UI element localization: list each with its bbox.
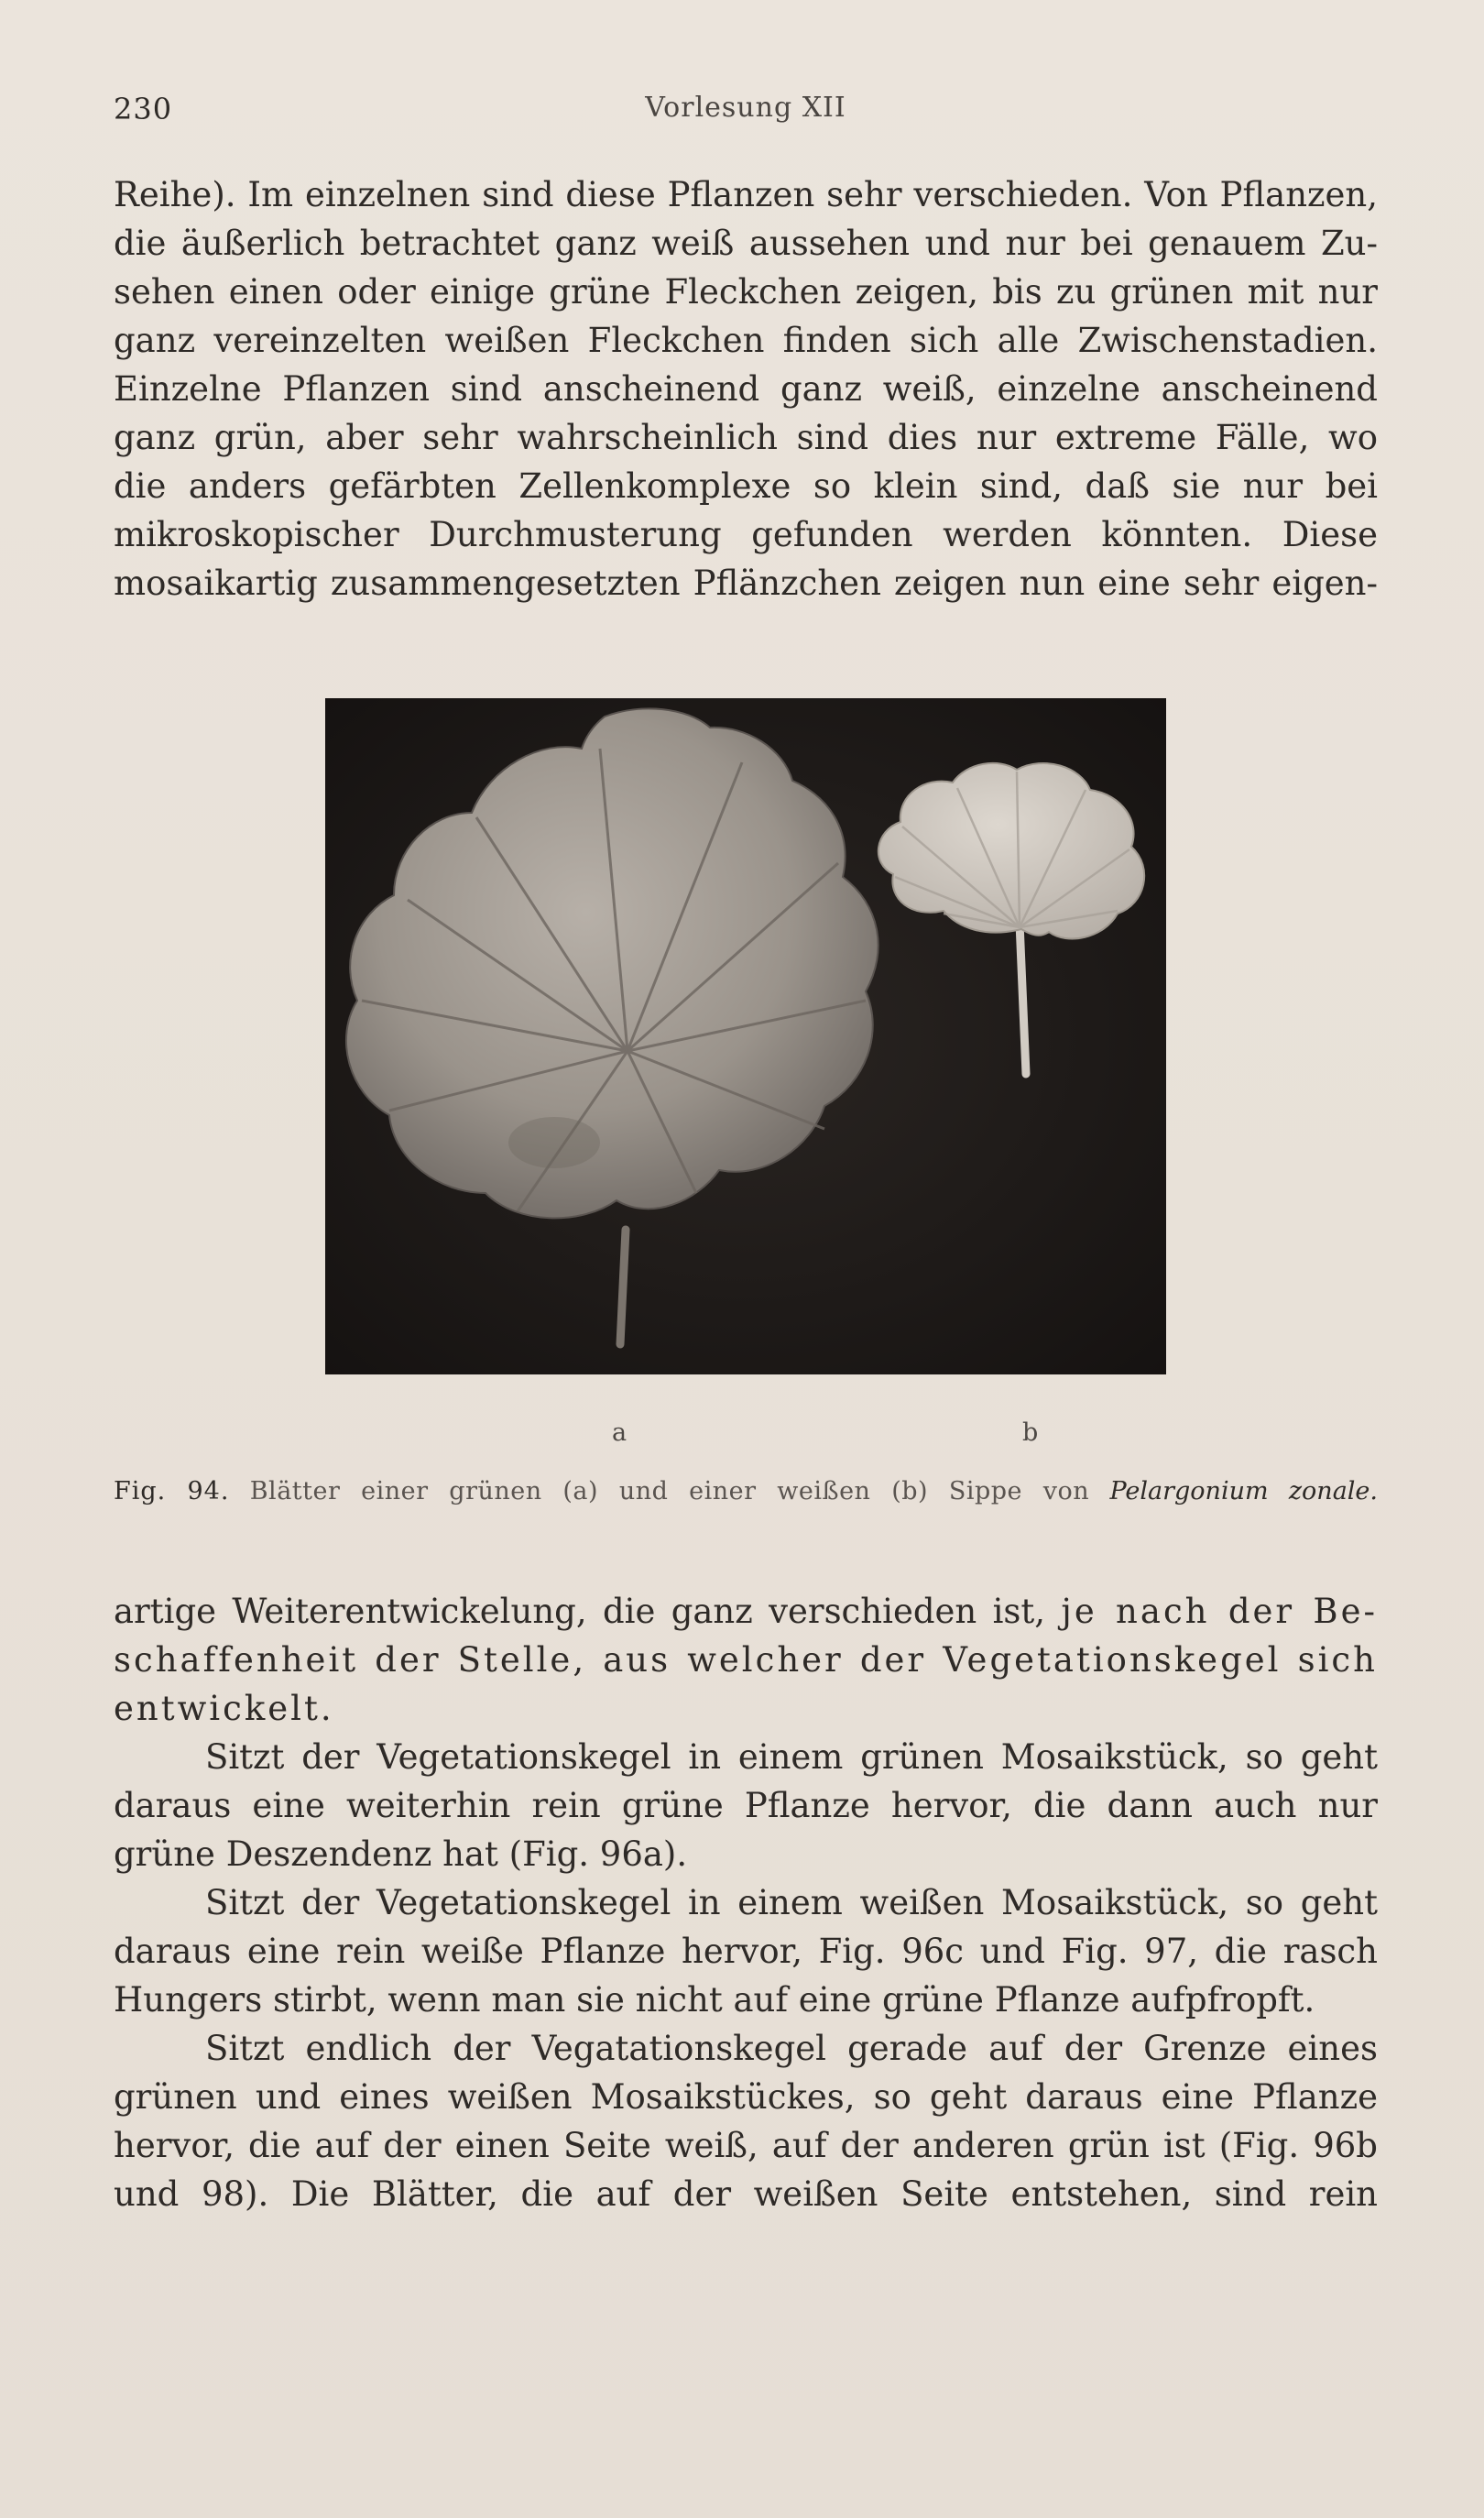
figure-photograph xyxy=(325,698,1166,1374)
page-number: 230 xyxy=(114,92,173,126)
page-header xyxy=(114,92,1378,137)
text-line: mikroskopischer Durchmusterung gefunden werden könnten. Diese xyxy=(114,515,1378,554)
text-line: Reihe). Im einzelnen sind diese Pflanzen sehr verschieden. Von Pflanzen, xyxy=(114,175,1378,214)
text-line: ganz grün, aber sehr wahrscheinlich sind dies nur extreme Fälle, wo xyxy=(114,418,1378,457)
figure-caption xyxy=(114,1477,1378,1505)
paragraph-top xyxy=(114,170,1378,608)
text-line: hervor, die auf der einen Seite weiß, auf der anderen grün ist (Fig. 96b xyxy=(114,2126,1378,2165)
paragraph-bottom xyxy=(114,1587,1378,2218)
text-line xyxy=(114,1587,1378,1636)
text-line: mosaikartig zusammengesetzten Pflänzchen zeigen nun eine sehr eigen- xyxy=(114,564,1378,603)
figure-letter-a: a xyxy=(612,1418,627,1447)
text-line: grüne Deszendenz hat (Fig. 96a). xyxy=(114,1834,688,1874)
text-line: Einzelne Pflanzen sind anscheinend ganz weiß, einzelne anscheinend xyxy=(114,369,1378,409)
emphasis-span: je nach der Be- xyxy=(1061,1592,1378,1631)
text-span: artige Weiterentwickelung, die ganz verschieden ist, xyxy=(114,1592,1046,1631)
text-line: schaffenheit der Stelle, aus welcher der Vegetationskegel sich xyxy=(114,1640,1378,1680)
text-line: die äußerlich betrachtet ganz weiß aussehen und nur bei genauem Zu- xyxy=(114,224,1378,263)
text-line: Sitzt der Vegetationskegel in einem weißen Mosaikstück, so geht xyxy=(205,1883,1378,1922)
text-line: und 98). Die Blätter, die auf der weißen Seite entstehen, sind rein xyxy=(114,2174,1378,2214)
figure-letters xyxy=(0,1418,1484,1455)
text-line: die anders gefärbten Zellenkomplexe so klein sind, daß sie nur bei xyxy=(114,466,1378,506)
text-line: Hungers stirbt, wenn man sie nicht auf eine grüne Pflanze aufpfropft. xyxy=(114,1980,1315,2020)
figure-letter-b: b xyxy=(1022,1418,1039,1447)
text-line: Sitzt der Vegetationskegel in einem grünen Mosaikstück, so geht xyxy=(205,1737,1378,1777)
running-head: Vorlesung XII xyxy=(645,92,846,124)
text-line: grünen und eines weißen Mosaikstückes, so geht daraus eine Pflanze xyxy=(114,2077,1378,2117)
caption-text: Blätter einer grünen (a) und einer weißen (b) Sippe von xyxy=(249,1477,1090,1505)
text-line: Sitzt endlich der Vegatationskegel gerade auf der Grenze eines xyxy=(205,2029,1378,2068)
text-line: sehen einen oder einige grüne Fleckchen zeigen, bis zu grünen mit nur xyxy=(114,272,1378,312)
figure-label: Fig. 94. xyxy=(114,1477,230,1505)
text-line: entwickelt. xyxy=(114,1689,334,1728)
text-line: daraus eine weiterhin rein grüne Pflanze hervor, die dann auch nur xyxy=(114,1786,1378,1825)
caption-species: Pelargonium zonale. xyxy=(1109,1477,1378,1505)
text-line: daraus eine rein weiße Pflanze hervor, Fig. 96c und Fig. 97, die rasch xyxy=(114,1932,1378,1971)
text-line: ganz vereinzelten weißen Fleckchen finden sich alle Zwischenstadien. xyxy=(114,321,1378,360)
